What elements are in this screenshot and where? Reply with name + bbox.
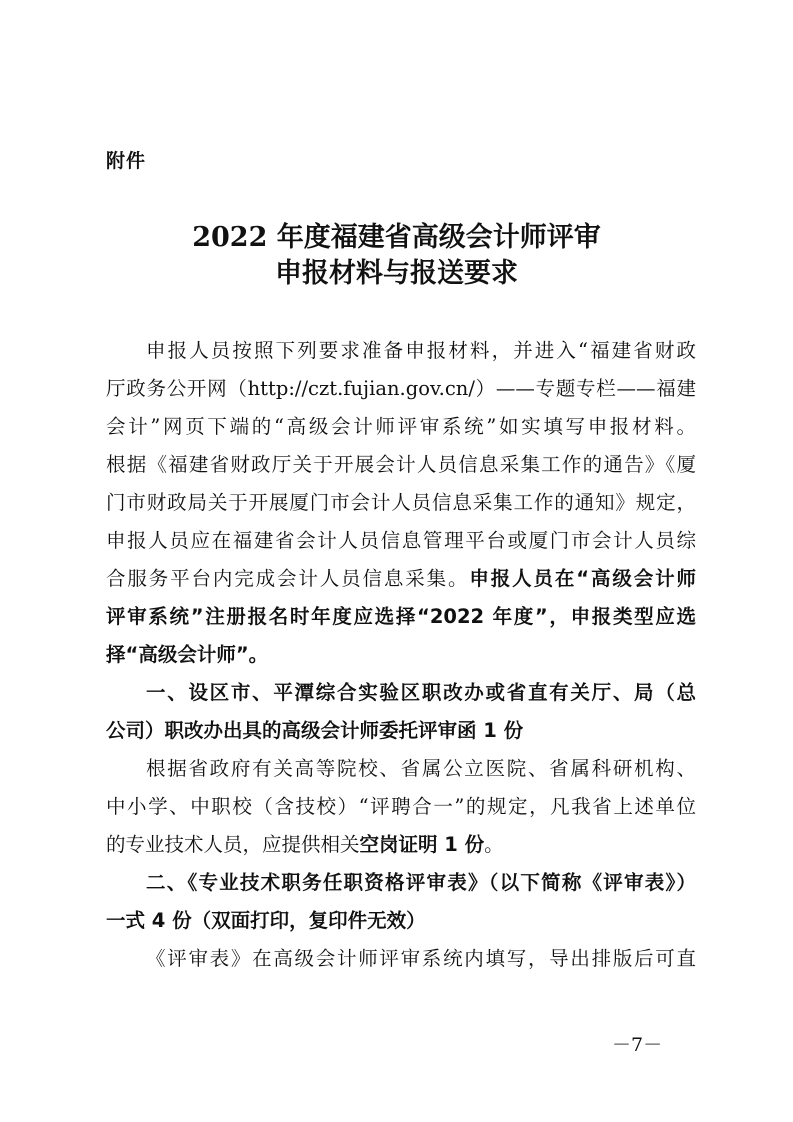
paragraph-3-line-1: 《评审表》在高级会计师评审系统内填写，导出排版后可直 xyxy=(146,947,696,970)
paragraph-1-line-6: 申报人员应在福建省会计人员信息管理平台或厦门市会计人员综 xyxy=(106,529,696,552)
section-2-heading-line-1: 二、《专业技术职务任职资格评审表》（以下简称《评审表》） xyxy=(146,871,696,894)
paragraph-1-line-7-text: 合服务平台内完成会计人员信息采集。 xyxy=(106,567,470,590)
document-title-line-2: 申报材料与报送要求 xyxy=(275,258,518,289)
page-number: －7－ xyxy=(612,1034,663,1056)
paragraph-1-line-1: 申报人员按照下列要求准备申报材料，并进入“福建省财政 xyxy=(146,339,696,362)
section-1-heading-line-1: 一、设区市、平潭综合实验区职改办或省直有关厅、局（总 xyxy=(146,681,696,704)
paragraph-2-line-3-text: 的专业技术人员，应提供相关 xyxy=(106,833,360,856)
section-1-heading-line-2: 公司）职改办出具的高级会计师委托评审函 1 份 xyxy=(106,719,524,742)
paragraph-1-line-7 xyxy=(106,562,696,596)
paragraph-2-line-1: 根据省政府有关高等院校、省属公立医院、省属科研机构、 xyxy=(146,757,696,780)
document-title-line-1: 2022 年度福建省高级会计师评审 xyxy=(192,222,601,253)
attachment-label: 附件 xyxy=(106,150,147,172)
paragraph-1-line-9: 择“高级会计师”。 xyxy=(106,643,269,666)
section-2-heading-line-2: 一式 4 份（双面打印，复印件无效） xyxy=(106,909,426,932)
paragraph-2-line-2: 中小学、中职校（含技校）“评聘合一”的规定，凡我省上述单位 xyxy=(106,795,696,818)
paragraph-1-line-7-emphasis: 申报人员在“高级会计师 xyxy=(469,567,696,590)
paragraph-2-line-3-emphasis: 空岗证明 1 份 xyxy=(359,833,485,856)
paragraph-1-line-5: 门市财政局关于开展厦门市会计人员信息采集工作的通知》规定， xyxy=(106,491,696,514)
paragraph-2-line-3-end: 。 xyxy=(484,833,504,856)
paragraph-1-line-8: 评审系统”注册报名时年度应选择“2022 年度”，申报类型应选 xyxy=(106,605,696,628)
paragraph-2-line-3 xyxy=(106,828,696,862)
paragraph-1-line-4: 根据《福建省财政厅关于开展会计人员信息采集工作的通告》《厦 xyxy=(106,453,696,476)
paragraph-1-line-3: 会计”网页下端的“高级会计师评审系统”如实填写申报材料。 xyxy=(106,415,696,438)
paragraph-1-line-2: 厅政务公开网（http://czt.fujian.gov.cn/）——专题专栏——福建 xyxy=(106,377,696,400)
